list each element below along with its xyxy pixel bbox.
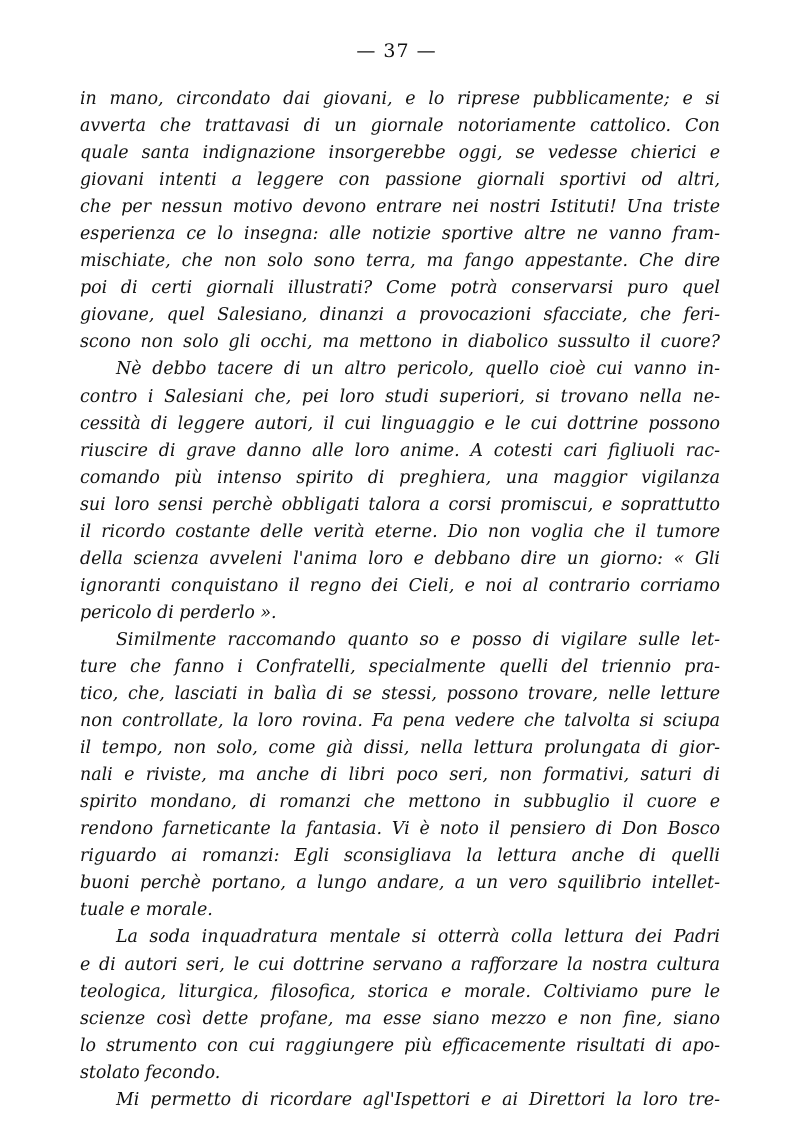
text-line: mischiate, che non solo sono terra, ma fango appestante. Che dire: [80, 251, 720, 272]
text-line: Similmente raccomando quanto so e posso di vigilare sulle let-: [116, 629, 720, 650]
text-line: il ricordo costante delle verità eterne. Dio non voglia che il tumore: [80, 521, 720, 542]
text-line: buoni perchè portano, a lungo andare, a un vero squilibrio intellet-: [80, 873, 720, 894]
text-line: riuscire di grave danno alle loro anime. A cotesti cari figliuoli rac-: [80, 440, 720, 461]
text-line: pericolo di perderlo ».: [80, 602, 277, 623]
text-line: avverta che trattavasi di un giornale notoriamente cattolico. Con: [80, 116, 720, 137]
text-line: giovane, quel Salesiano, dinanzi a provocazioni sfacciate, che feri-: [80, 305, 720, 326]
text-line: in mano, circondato dai giovani, e lo riprese pubblicamente; e si: [80, 89, 720, 109]
text-line: comando più intenso spirito di preghiera, una maggior vigilanza: [80, 467, 720, 488]
text-line: giovani intenti a leggere con passione giornali sportivi od altri,: [80, 170, 720, 191]
text-line: scienze così dette profane, ma esse siano mezzo e non fine, siano: [80, 1008, 720, 1029]
text-line: spirito mondano, di romanzi che mettono in subbuglio il cuore e: [80, 792, 720, 813]
text-line: che per nessun motivo devono entrare nei nostri Istituti! Una triste: [80, 197, 720, 218]
text-line: Nè debbo tacere di un altro pericolo, quello cioè cui vanno in-: [116, 359, 720, 380]
text-line: il tempo, non solo, come già dissi, nella lettura prolungata di gior-: [80, 738, 720, 759]
text-line: sui loro sensi perchè obbligati talora a corsi promiscui, e soprattutto: [80, 494, 720, 515]
text-line: esperienza ce lo insegna: alle notizie sportive altre ne vanno fram-: [80, 224, 720, 245]
text-line: lo strumento con cui raggiungere più efficacemente risultati di apo-: [80, 1035, 720, 1056]
text-line: tuale e morale.: [80, 900, 213, 921]
text-line: riguardo ai romanzi: Egli sconsigliava la lettura anche di quelli: [80, 846, 720, 867]
text-line: stolato fecondo.: [80, 1062, 221, 1083]
text-line: teologica, liturgica, filosofica, storica e morale. Coltiviamo pure le: [80, 981, 720, 1002]
text-line: tico, che, lasciati in balìa di se stessi, possono trovare, nelle letture: [80, 684, 720, 705]
text-line: ture che fanno i Confratelli, specialmente quelli del triennio pra-: [80, 656, 720, 677]
body-text: [80, 86, 720, 1114]
text-line: ignoranti conquistano il regno dei Cieli, e noi al contrario corriamo: [80, 575, 720, 596]
text-line: scono non solo gli occhi, ma mettono in diabolico sussulto il cuore?: [80, 332, 720, 353]
text-line: cessità di leggere autori, il cui linguaggio e le cui dottrine possono: [80, 413, 720, 434]
text-line: e di autori seri, le cui dottrine servano a rafforzare la nostra cultura: [80, 954, 720, 975]
text-line: della scienza avveleni l'anima loro e debbano dire un giorno: « Gli: [80, 548, 720, 569]
text-line: poi di certi giornali illustrati? Come potrà conservarsi puro quel: [80, 278, 720, 299]
page-number: — 37 —: [356, 40, 437, 62]
text-line: quale santa indignazione insorgerebbe oggi, se vedesse chierici e: [80, 143, 720, 164]
text-line: Mi permetto di ricordare agl'Ispettori e ai Direttori la loro tre-: [116, 1089, 720, 1110]
text-line: nali e riviste, ma anche di libri poco seri, non formativi, saturi di: [80, 765, 720, 786]
text-line: contro i Salesiani che, pei loro studi superiori, si trovano nella ne-: [80, 386, 720, 407]
text-line: La soda inquadratura mentale si otterrà colla lettura dei Padri: [116, 927, 720, 948]
text-line: non controllate, la loro rovina. Fa pena vedere che talvolta si sciupa: [80, 711, 720, 732]
text-line: rendono farneticante la fantasia. Vi è noto il pensiero di Don Bosco: [80, 819, 720, 840]
